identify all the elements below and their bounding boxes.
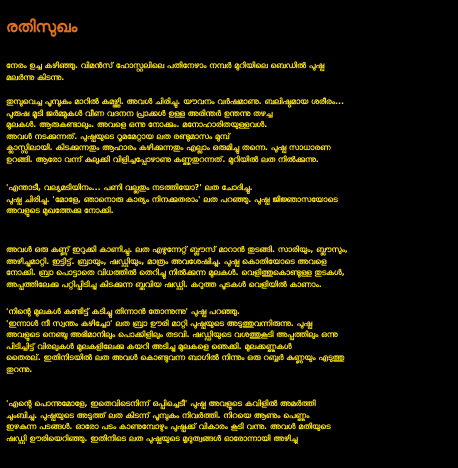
paragraph-line: തുമ്പുവെച്ച പൂമ്പുകം മാറിൽ കമഴ്ത്തി. അവൾ ചിരിച്ചു. യൗവനം വർഷമാണു. ബലിഷ്ഠമായ ശരീരം... [6,97,345,106]
paragraph-line: അവൾ നടക്കുന്നത്. പുഷ്പയുടെ റൂമമേറ്റായ ലത രണ്ടുമാസം മുമ്പ് [6,131,230,141]
paragraph-line: ചുംബിച്ചു. പുഷ്പയുടെ അടുത്ത് ലത കിടന്ന് പൂമ്പുകം നിവർത്തി. നിറയെ ആണും പെണ്ണും [6,410,310,420]
paragraph-line: 'എന്റെ പൊന്നുമോളേ, ഇതെവിടെനിന്ന് ഒപ്പിച്ചെടീ' പുഷ്പ അവളുടെ കവിളിൽ അമർത്തി [6,399,316,408]
paragraph-line: പിടിച്ചിട്ട് വിരലുകൾ മുലകളിലേക്കു കയറി അടിച്ചു മുലകളെ ഞെക്കി. മുലക്കണ്ണുകൾ [6,341,292,351]
paragraph-line: 'എന്താടീ, വല്യമടിയിനം... പണി വല്ലതും നടത്തിയോ?' ലത ചോദിച്ചു. [6,183,253,192]
paragraph-2 [6,96,448,165]
paragraph-line: തുറന്നു. [6,364,33,374]
paragraph-line: മലർന്നു കിടന്നു. [6,72,65,82]
paragraph-6 [6,398,448,444]
paragraph-line: 'ഇന്നാൾ നീ സ്വന്തം കഴിച്ചോ' ലത ബ്രാ ഊരി മാറ്റി പുഷ്പയുടെ അടുത്തുവന്നിരുന്നു. പുഷ്പ [6,318,313,328]
paragraph-line: ഷഡ്ഡി ഊരിയെറിഞ്ഞു. ഇതിനിടെ ലത പുഷ്പയുടെ മൃദുത്വങ്ങൾ ഓരോന്നായി അഴിച്ചു [6,433,298,443]
paragraph-5 [6,306,448,375]
paragraph-line: തൈരല്. ഇതിനിടയിൽ ലത അവൾ കൊണ്ടുവന്ന ബാഗിൽ നിന്നും ഒരു റബ്ബർ കുണ്ണയും എടുത്തു [6,353,345,362]
paragraph-line: അവൾ ഒരു കണ്ണ് ഇറുക്കി കാണിച്ചു. ലത എഴുന്നേറ്റ് ബ്ലൗസ് മാറാൻ തുടങ്ങി. സാരിയും, ബ്ലൗസും, [6,245,348,254]
paragraph-4 [6,244,448,290]
story-title: രതിസുഖം [6,17,78,36]
paragraph-line: നേരം ഉച്ച കഴിഞ്ഞു. വിമൻസ് ഹോസ്റ്റലിലെ പതിനേഴാം നമ്പർ മുറിയിലെ ബെഡിൽ പുഷ്പ [6,61,325,70]
paragraph-line: ക്ലാസ്സിലായി. കിടക്കുന്നതും ആഹാരം കഴിക്കുന്നതും എല്ലാം ഒരുമിച്ചു തന്നെ. പുഷ്പ സാധാരണ [6,143,331,152]
paragraph-line: അവളുടെ മുഖത്തേക്കു നോക്കി. [6,206,114,215]
paragraph-1 [6,60,448,83]
paragraph-line: അഴിച്ചുമാറ്റി. ഇട്ടിട്ട്. ബ്രായും, ഷഡ്ഡിയും, മാത്രം അവശേഷിച്ചു. പുഷ്പ കൊതിയോടെ അവളെ [6,256,327,266]
paragraph-line: അവളുടെ നെഞ്ചു അഭിമാനിലും പൊക്കിളിലും തടവി. ഷഡ്ഡിയുടെ വശത്തുകൂടി അപ്പത്തിലും ഒന്നു [6,330,338,339]
paragraph-line: അപ്പത്തിലേക്കു പറ്റിപ്പിടിച്ചു കിടക്കുന്ന ബ്ലൂവിയ ഷഡ്ഡി. കറുത്ത പൂടകൾ വെളിയിൽ കാണാം. [6,279,322,289]
paragraph-line: നോക്കി. ബ്രാ പൊട്ടാതെ വിധത്തിൽ തെറിച്ചു നിൽക്കുന്ന മുലകൾ. വെളിത്തുകൊണ്ടുള്ള തുടകൾ, [6,268,345,277]
paragraph-line: മുലകൾ. ആരുകണ്ടാലും. അവളെ ഒന്നു നോക്കും. മനോഹാരിതയുള്ളവൾ. [6,120,268,129]
paragraph-line: പുരുഷ മൂടി ജർമ്മുകൾ വീണ വദനന പ്രാക്കൾ ഉള്ള അരിന്തർ ഉന്തന്നു തഴച്ച [6,108,273,118]
paragraph-line: ഇഴകുന്ന പടങ്ങൾ. ഓരോ പടം കാണുമ്പോഴും പുഷ്പക്ക് വികാരം കൂടി വന്നു. അവൾ മതിയുടെ [6,422,331,431]
paragraph-line: 'നിന്റെ മുലകൾ കണ്ടിട്ട് കടിച്ചു തിന്നാൻ തോന്നുന്നു' പുഷ്പ പറഞ്ഞു. [6,307,240,316]
paragraph-line: ഉറങ്ങി. ആരോ വന്ന് കുലുക്കി വിളിച്ചപ്പോഴാണു കണ്ണുതുറന്നത്. മുറിയിൽ ലത നിൽക്കുന്നു. [6,154,319,164]
paragraph-line: പുഷ്പ ചിരിച്ചു. 'മോളേ, ഞാനൊരു കാര്യം നിനക്കുതരാം' ലത പറഞ്ഞു. പുഷ്പ ജിജ്ഞാസയോടെ [6,194,338,204]
paragraph-3 [6,182,448,217]
